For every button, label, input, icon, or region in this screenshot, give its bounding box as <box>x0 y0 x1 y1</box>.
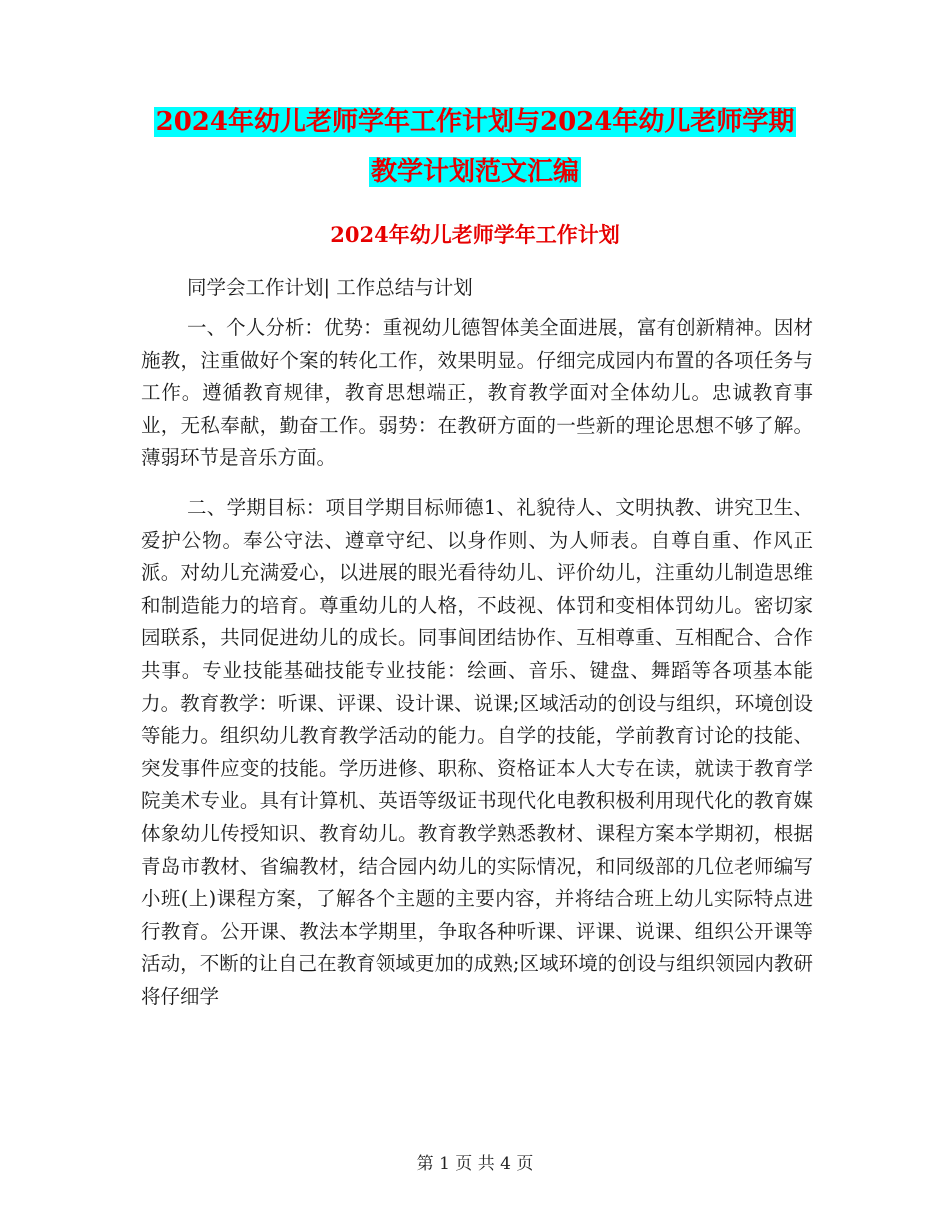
paragraph-text: 二、学期目标：项目学期目标师德1、礼貌待人、文明执教、讲究卫生、爱护公物。奉公守法、遵章守纪、以身作则、为人师表。自尊自重、作风正派。对幼儿充满爱心，以进展的眼光看待幼儿、评价幼儿，注重幼儿制造思维和制造能力的培育。尊重幼儿的人格，不歧视、体罚和变相体罚幼儿。密切家园联系，共同促进幼儿的成长。同事间团结协作、互相尊重、互相配合、合作共事。专业技能基础技能专业技能：绘画、音乐、键盘、舞蹈等各项基本能力。教育教学：听课、评课、设计课、说课;区域活动的创设与组织，环境创设等能力。组织幼儿教育教学活动的能力。自学的技能，学前教育讨论的技能、突发事件应变的技能。学历进修、职称、资格证本人大专在读，就读于教育学院美术专业。具有计算机、英语等级证书现代化电教积极利用现代化的教育媒体象幼儿传授知识、教育幼儿。教育教学熟悉教材、课程方案本学期初，根据青岛市教材、省编教材，结合园内幼儿的实际情况，和同级部的几位老师编写小班(上)课程方案，了解各个主题的主要内容，并将结合班上幼儿实际特点进行教育。公开课、教法本学期里，争取各种听课、评课、说课、组织公开课等活动，不断的让自己在教育领域更加的成熟;区域环境的创设与组织领园内教研将仔细学 <box>141 496 813 1008</box>
document-title-line-2 <box>0 152 950 192</box>
paragraph-semester-goals <box>141 492 813 1014</box>
page-footer: 第 1 页 共 4 页 <box>416 1154 534 1174</box>
paragraph-text: 一、个人分析：优势：重视幼儿德智体美全面进展，富有创新精神。因材施教，注重做好个案的转化工作，效果明显。仔细完成园内布置的各项任务与工作。遵循教育规律，教育思想端正，教育教学面对全体幼儿。忠诚教育事业，无私奉献，勤奋工作。弱势：在教研方面的一些新的理论思想不够了解。薄弱环节是音乐方面。 <box>141 316 813 470</box>
paragraph-personal-analysis <box>141 312 813 475</box>
section-title: 2024年幼儿老师学年工作计划 <box>330 222 620 247</box>
title-highlight-2: 教学计划范文汇编 <box>370 157 579 187</box>
title-highlight-1: 2024年幼儿老师学年工作计划与2024年幼儿老师学期 <box>155 107 795 137</box>
tagline: 同学会工作计划| 工作总结与计划 <box>187 276 473 299</box>
document-title-line-1 <box>0 102 950 142</box>
